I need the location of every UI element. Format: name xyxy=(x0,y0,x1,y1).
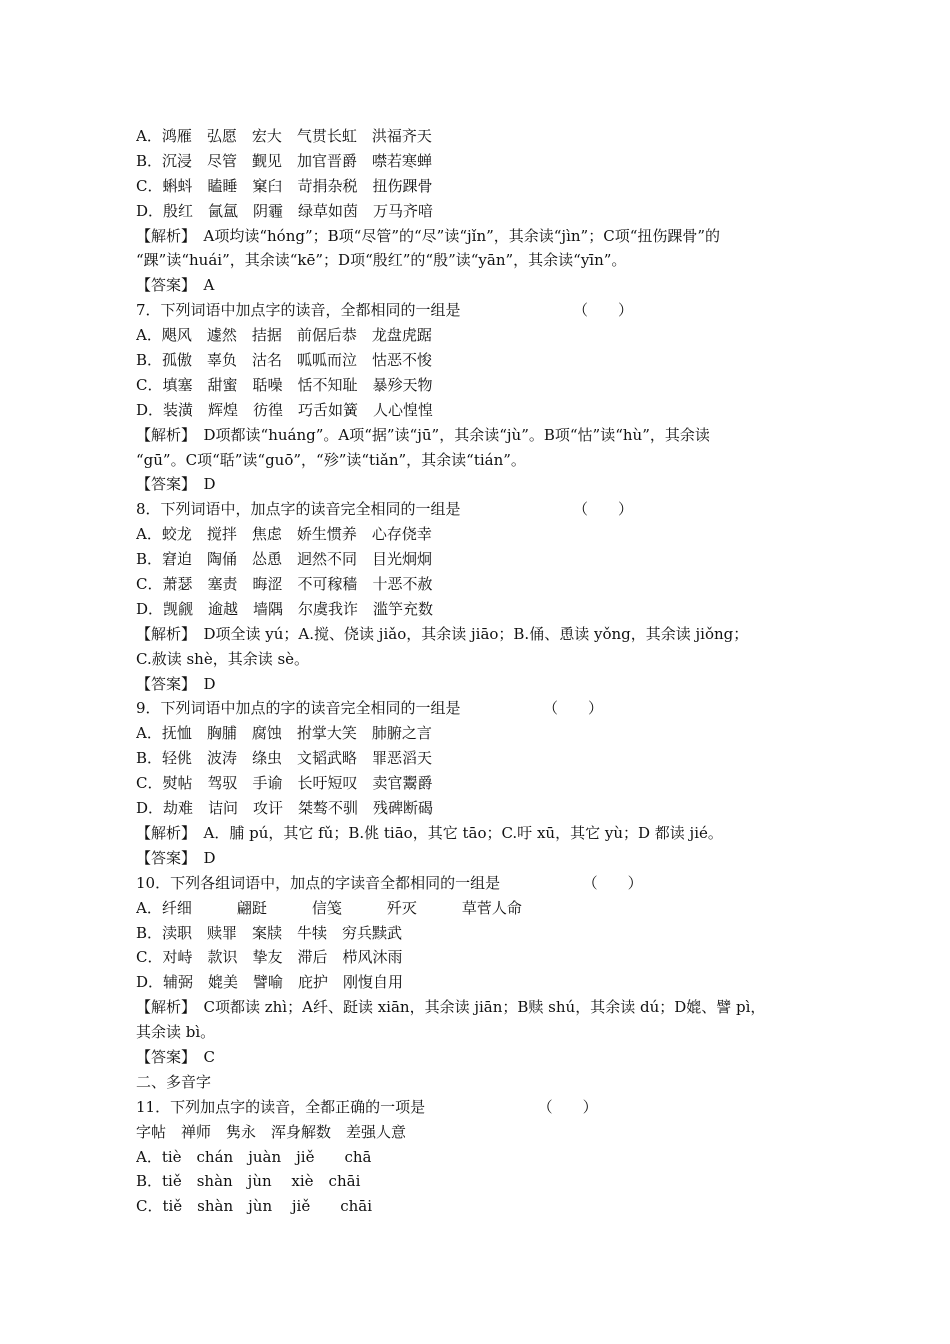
text-line: 字帖 禅师 隽永 浑身解数 差强人意 xyxy=(136,1122,407,1141)
text-line: A．蛟龙 搅拌 焦虑 娇生惯养 心存侥幸 xyxy=(136,525,432,544)
text-line: C．熨帖 驾驭 手谕 长吁短叹 卖官鬻爵 xyxy=(136,774,433,793)
text-line: C．萧瑟 塞责 晦涩 不可稼穑 十恶不赦 xyxy=(136,575,433,594)
text-line: 9．下列词语中加点的字的读音完全相同的一组是 （ ） xyxy=(136,699,604,718)
text-line: D．殷红 氤氲 阴霾 绿草如茵 万马齐喑 xyxy=(136,201,434,220)
text-line: 【解析】 A项均读“hóng”；B项“尽管”的“尽”读“jǐn”，其余读“jìn”；C项“扭伤踝骨”的 xyxy=(136,226,721,245)
text-line: 二、多音字 xyxy=(136,1072,212,1091)
text-line: B．窘迫 陶俑 怂恿 迥然不同 目光炯炯 xyxy=(136,550,433,569)
text-line: A．抚恤 胸脯 腐蚀 拊掌大笑 肺腑之言 xyxy=(136,724,432,743)
text-line: 【解析】 C项都读 zhì；A纤、跹读 xiān，其余读 jiān；B赎 shú，其余读 dú；D媲、譬 pì， xyxy=(136,998,766,1017)
text-line: B．轻佻 波涛 绦虫 文韬武略 罪恶滔天 xyxy=(136,749,433,768)
text-line: A．纤细 翩跹 信笺 歼灭 草菅人命 xyxy=(136,898,522,917)
text-line: B．孤傲 辜负 沽名 呱呱而泣 怙恶不悛 xyxy=(136,351,433,370)
text-line: 7．下列词语中加点字的读音，全都相同的一组是 （ ） xyxy=(136,301,634,320)
text-line: A．tiè chán juàn jiě chā xyxy=(136,1147,372,1166)
text-line: 10．下列各组词语中，加点的字读音全都相同的一组是 （ ） xyxy=(136,873,643,892)
text-line: 8．下列词语中，加点字的读音完全相同的一组是 （ ） xyxy=(136,500,634,519)
text-line: C.赦读 shè，其余读 sè。 xyxy=(136,649,310,668)
document-body xyxy=(136,124,826,1219)
text-line: “踝”读“huái”，其余读“kē”；D项“殷红”的“殷”读“yān”，其余读“yīn”。 xyxy=(136,251,627,270)
text-line: D．辅弼 媲美 譬喻 庇护 刚愎自用 xyxy=(136,973,404,992)
text-line: C．tiě shàn jùn jiě chāi xyxy=(136,1197,373,1216)
text-line: A．鸿雁 弘愿 宏大 气贯长虹 洪福齐天 xyxy=(136,127,432,145)
text-line: D．觊觎 逾越 墙隅 尔虞我诈 滥竽充数 xyxy=(136,599,434,618)
text-line: 【解析】 D项都读“huáng”。A项“据”读“jū”，其余读“jù”。B项“怙”读“hù”，其余读 xyxy=(136,425,710,444)
text-line: C．蝌蚪 瞌睡 窠臼 苛捐杂税 扭伤踝骨 xyxy=(136,176,433,195)
text-line: B．tiě shàn jùn xiè chāi xyxy=(136,1172,361,1191)
text-line: 【答案】 A xyxy=(136,276,215,295)
text-line: D．劫难 诘问 攻讦 桀骜不驯 残碑断碣 xyxy=(136,799,434,818)
text-line: A．飓风 遽然 拮据 前倨后恭 龙盘虎踞 xyxy=(136,326,432,345)
text-line: 【解析】 A．脯 pú，其它 fǔ；B.佻 tiāo，其它 tāo；C.吁 xū，其它 yù；D 都读 jié。 xyxy=(136,823,723,842)
text-line: 【答案】 C xyxy=(136,1047,215,1066)
text-line: 其余读 bì。 xyxy=(136,1023,216,1042)
text-line: 【答案】 D xyxy=(136,475,216,494)
text-line: D．装潢 辉煌 彷徨 巧舌如簧 人心惶惶 xyxy=(136,400,434,419)
text-line: B．渎职 赎罪 案牍 牛犊 穷兵黩武 xyxy=(136,923,403,942)
text-line: 11．下列加点字的读音，全都正确的一项是 （ ） xyxy=(136,1097,598,1116)
text-line: C．填塞 甜蜜 聒噪 恬不知耻 暴殄天物 xyxy=(136,375,433,394)
text-line: 【答案】 D xyxy=(136,848,216,867)
text-line: 【解析】 D项全读 yú；A.搅、侥读 jiǎo，其余读 jiāo；B.俑、恿读 yǒng，其余读 jiǒng； xyxy=(136,624,749,643)
text-line: “gū”。C项“聒”读“guō”，“殄”读“tiǎn”，其余读“tián”。 xyxy=(136,450,526,469)
text-line: C．对峙 款识 挚友 滞后 栉风沐雨 xyxy=(136,948,403,967)
text-line: 【答案】 D xyxy=(136,674,216,693)
text-line: B．沉浸 尽管 觐见 加官晋爵 噤若寒蝉 xyxy=(136,151,433,170)
